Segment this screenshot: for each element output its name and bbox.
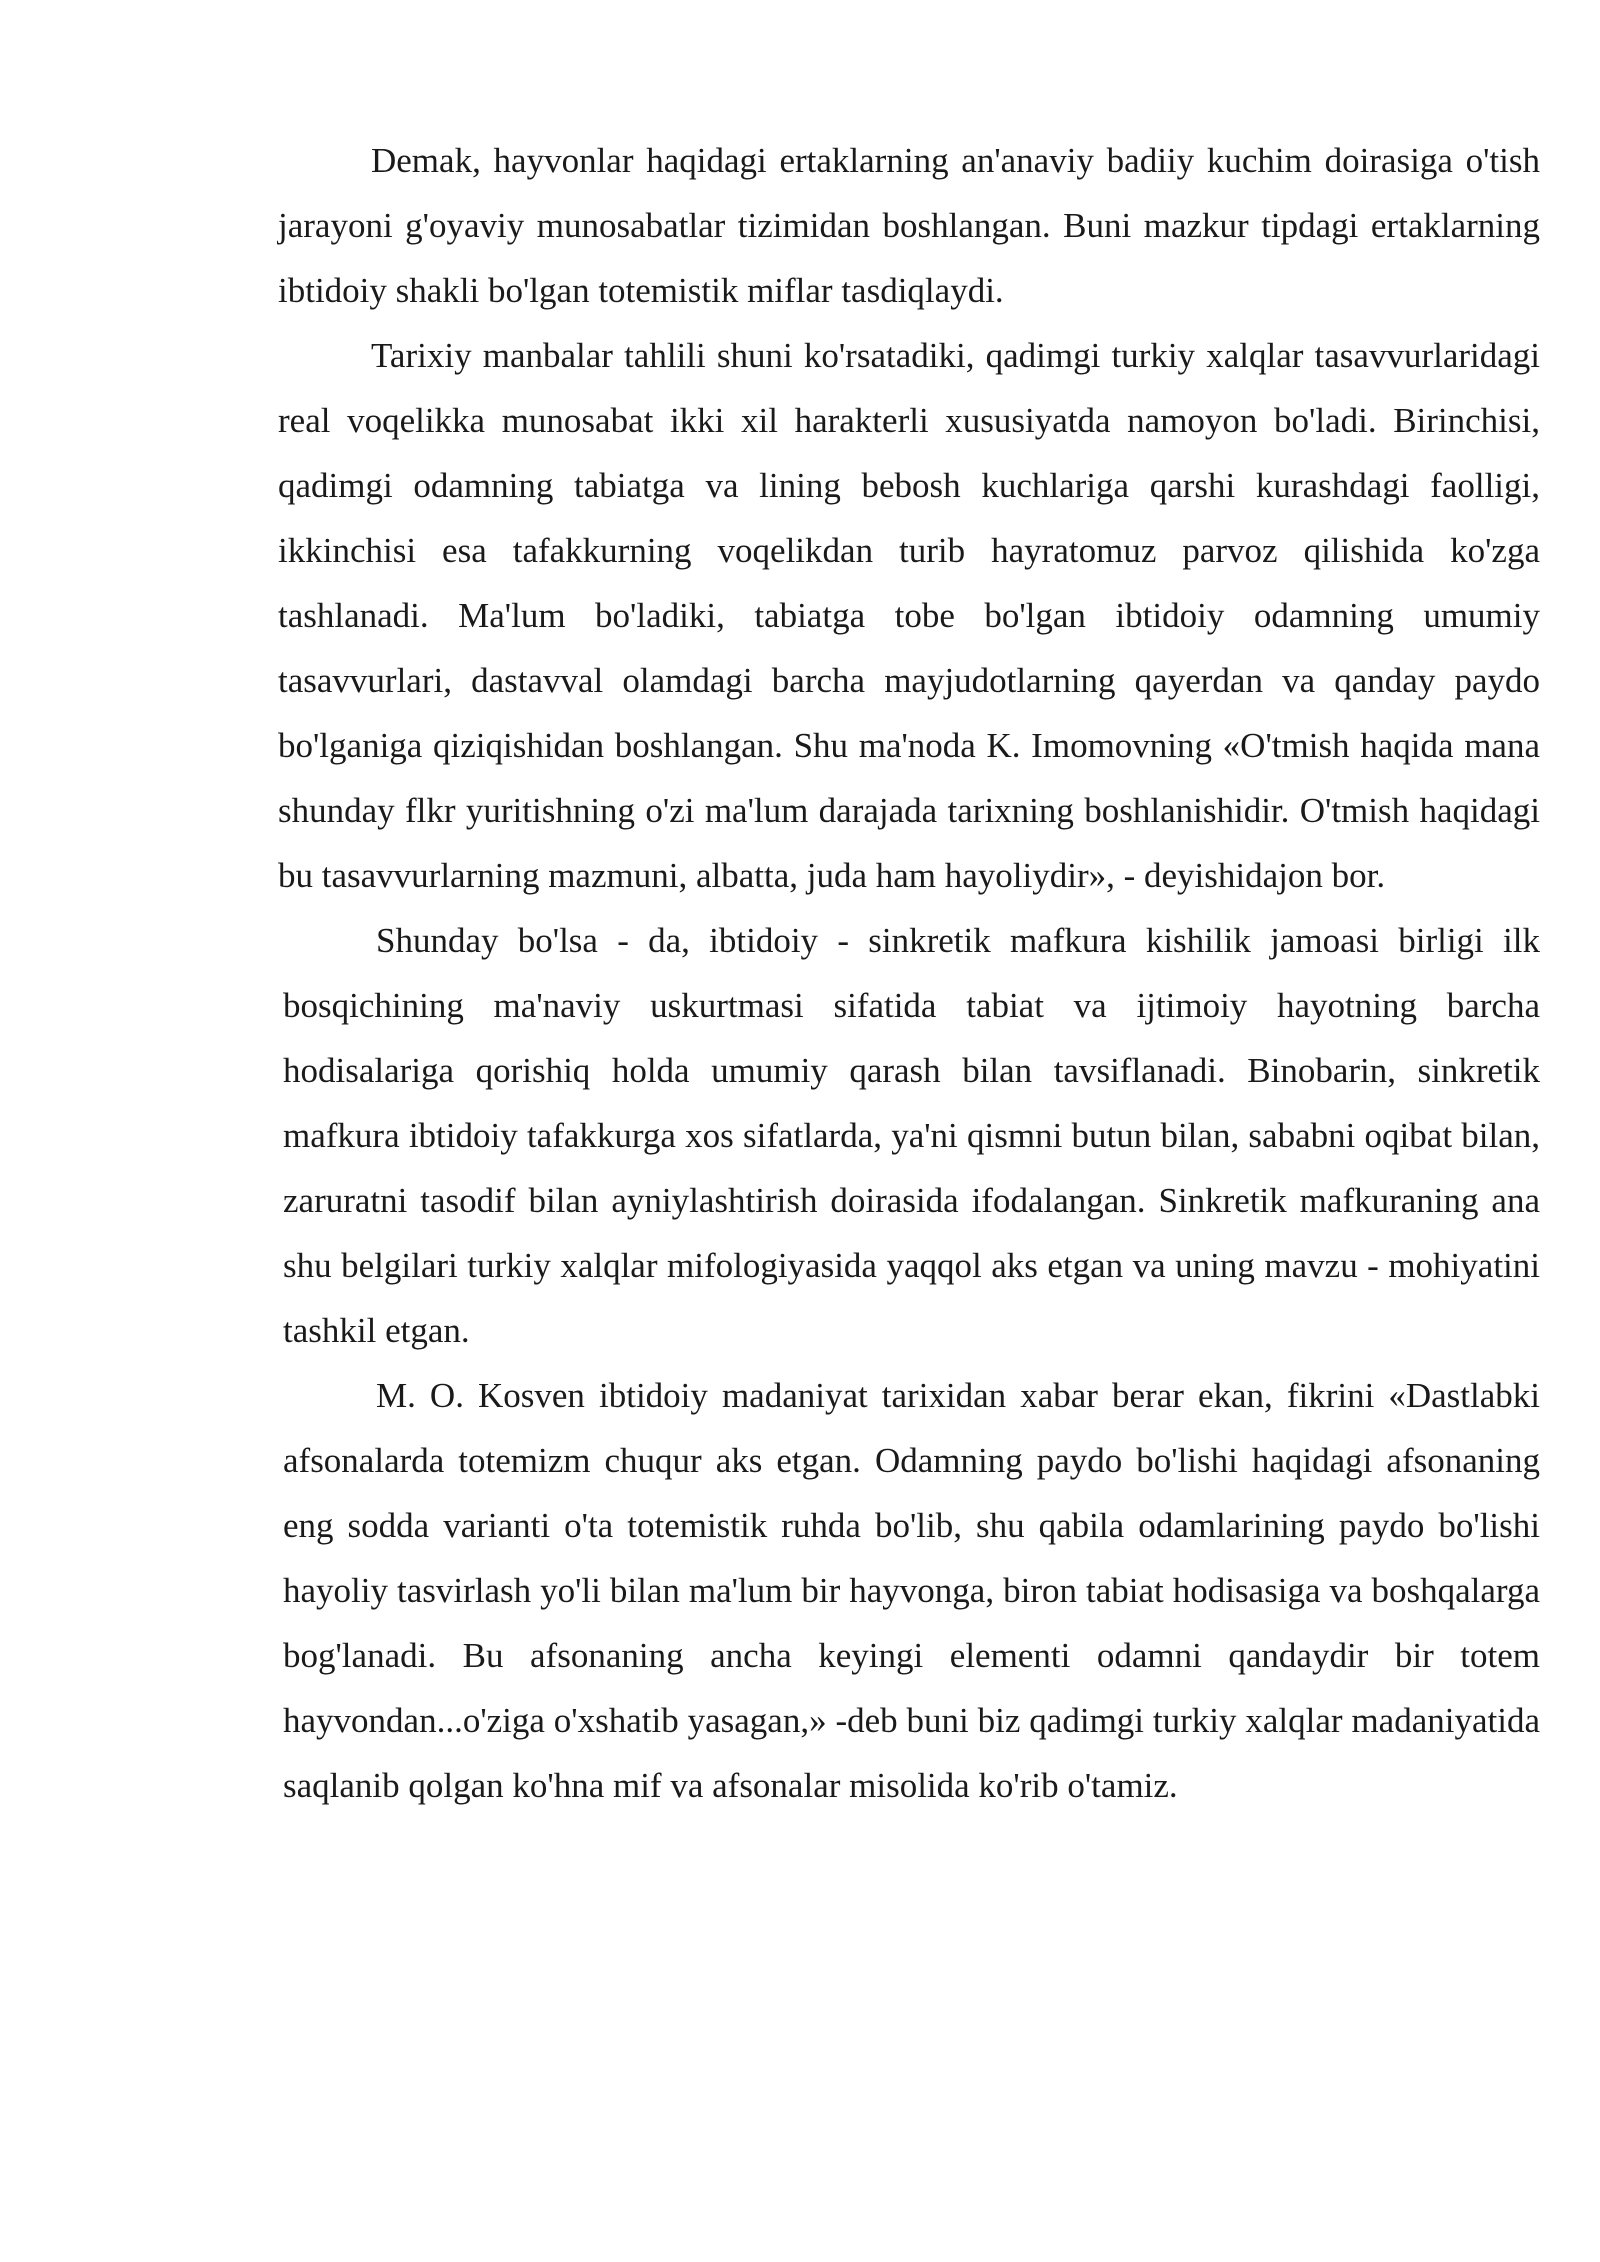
document-body (278, 128, 1540, 1818)
paragraph-2: Tarixiy manbalar tahlili shuni ko'rsatadiki, qadimgi turkiy xalqlar tasavvurlaridagi real voqelikka munosabat ikki xil harakterli xususiyatda namoyon bo'ladi. Birinchisi, qadimgi odamning tabiatga va lining bebosh kuchlariga qarshi kurashdagi faolligi, ikkinchisi esa tafakkurning voqelikdan turib hayratomuz parvoz qilishida ko'zga tashlanadi. Ma'lum bo'ladiki, tabiatga tobe bo'lgan ibtidoiy odamning umumiy tasavvurlari, dastavval olamdagi barcha mayjudotlarning qayerdan va qanday paydo bo'lganiga qiziqishidan boshlangan. Shu ma'noda K. Imomovning «O'tmish haqida mana shunday flkr yuritishning o'zi ma'lum darajada tarixning boshlanishidir. O'tmish haqidagi bu tasavvurlarning mazmuni, albatta, juda ham hayoliydir», - deyishidajon bor. (278, 336, 1540, 895)
paragraph-1: Demak, hayvonlar haqidagi ertaklarning an'anaviy badiiy kuchim doirasiga o'tish jarayoni g'oyaviy munosabatlar tizimidan boshlangan. Buni mazkur tipdagi ertaklarning ibtidoiy shakli bo'lgan totemistik miflar tasdiqlaydi. (278, 141, 1540, 310)
paragraph-4: M. O. Kosven ibtidoiy madaniyat tarixidan xabar berar ekan, fikrini «Dastlabki afsonalarda totemizm chuqur aks etgan. Odamning paydo bo'lishi haqidagi afsonaning eng sodda varianti o'ta totemistik ruhda bo'lib, shu qabila odamlarining paydo bo'lishi hayoliy tasvirlash yo'li bilan ma'lum bir hayvonga, biron tabiat hodisasiga va boshqalarga bog'lanadi. Bu afsonaning ancha keyingi elementi odamni qandaydir bir totem hayvondan...o'ziga o'xshatib yasagan,» -deb buni biz qadimgi turkiy xalqlar madaniyatida saqlanib qolgan ko'hna mif va afsonalar misolida ko'rib o'tamiz. (283, 1376, 1540, 1805)
paragraph-3: Shunday bo'lsa - da, ibtidoiy - sinkretik mafkura kishilik jamoasi birligi ilk bosqichining ma'naviy uskurtmasi sifatida tabiat va ijtimoiy hayotning barcha hodisalariga qorishiq holda umumiy qarash bilan tavsiflanadi. Binobarin, sinkretik mafkura ibtidoiy tafakkurga xos sifatlarda, ya'ni qismni butun bilan, sababni oqibat bilan, zaruratni tasodif bilan ayniylashtirish doirasida ifodalangan. Sinkretik mafkuraning ana shu belgilari turkiy xalqlar mifologiyasida yaqqol aks etgan va uning mavzu - mohiyatini tashkil etgan. (283, 921, 1540, 1350)
